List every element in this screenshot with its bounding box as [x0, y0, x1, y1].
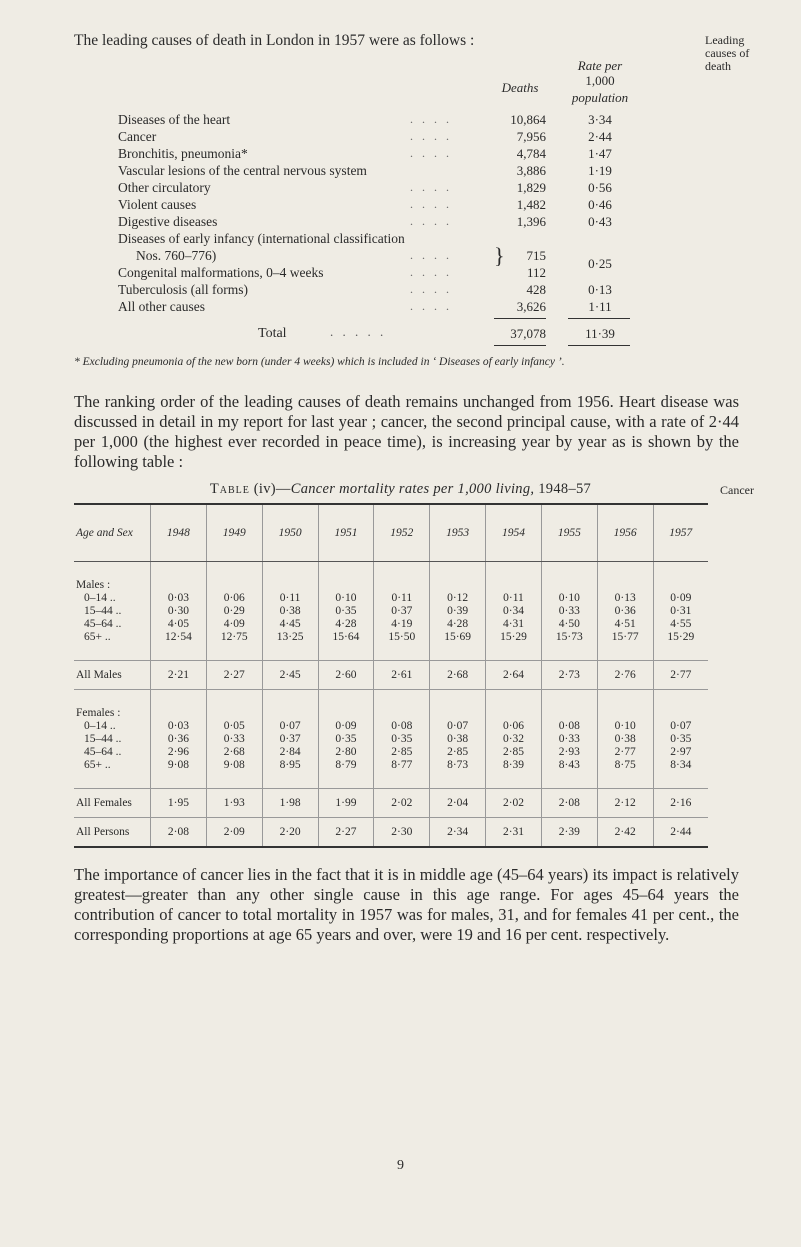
leader-dots: . . . . — [410, 112, 452, 126]
blank-cell — [653, 706, 708, 719]
rate-cell: 0·11 — [486, 591, 542, 604]
rate-cell: 0·07 — [653, 719, 708, 732]
rate-cell: 2·64 — [486, 660, 542, 689]
cause-rate: 0·46 — [588, 197, 612, 212]
blank-cell — [262, 706, 318, 719]
rate-cell: 1·93 — [206, 788, 262, 817]
cause-row-2 — [118, 146, 248, 162]
rate-cell: 0·09 — [318, 719, 374, 732]
header-age-sex: Age and Sex — [74, 505, 151, 562]
rate-cell: 0·08 — [541, 719, 597, 732]
rate-cell: 0·29 — [206, 604, 262, 617]
rate-cell: 2·30 — [374, 817, 430, 846]
blank-cell — [430, 578, 486, 591]
cause-row-11 — [118, 299, 205, 315]
blank-cell — [653, 772, 708, 789]
table-bottom-rule — [74, 846, 708, 848]
row-label: All Females — [74, 788, 151, 817]
margin-note-leading: Leading causes of death — [705, 33, 750, 73]
blank-cell — [430, 644, 486, 661]
rate-cell: 2·08 — [541, 788, 597, 817]
blank-cell — [318, 706, 374, 719]
cause-row-5 — [118, 197, 196, 213]
rate-cell: 2·44 — [653, 817, 708, 846]
females-label-row — [74, 706, 708, 719]
blank-cell — [206, 578, 262, 591]
rate-cell: 2·02 — [486, 788, 542, 817]
table-header-row — [74, 505, 708, 562]
blank-cell — [374, 644, 430, 661]
table-title-caption: Cancer mortality rates per 1,000 living, — [290, 481, 535, 497]
rate-cell: 15·29 — [486, 631, 542, 644]
rate-cell: 15·50 — [374, 631, 430, 644]
blank-cell — [262, 578, 318, 591]
cause-label: Bronchitis, pneumonia* — [118, 146, 248, 161]
rate-cell: 2·93 — [541, 746, 597, 759]
blank-cell — [653, 644, 708, 661]
cause-rate: 3·34 — [588, 112, 612, 127]
rate-cell: 15·77 — [597, 631, 653, 644]
blank-cell — [597, 689, 653, 706]
blank-cell — [541, 706, 597, 719]
paragraph-importance: The importance of cancer lies in the fact that it is in middle age (45–64 years) its impact is relatively greatest—greater than any other single cause in this age range. For ages 45–64 years the contribution of cancer to total mortality in 1957 was for males, 31, and for females 41 per cent., the corresponding proportions at age 65 years and over, were 19 and 16 per cent. respectively. — [74, 865, 739, 944]
spacer-row — [74, 772, 708, 789]
blank-cell — [151, 689, 207, 706]
blank-cell — [74, 772, 151, 789]
rate-cell: 4·05 — [151, 618, 207, 631]
blank-cell — [318, 562, 374, 579]
blank-cell — [486, 706, 542, 719]
cause-label: All other causes — [118, 299, 205, 314]
rate-cell: 2·96 — [151, 746, 207, 759]
blank-cell — [541, 578, 597, 591]
rate-cell: 2·60 — [318, 660, 374, 689]
rate-cell: 2·61 — [374, 660, 430, 689]
blank-cell — [486, 578, 542, 591]
rate-cell: 4·28 — [430, 618, 486, 631]
spacer-row — [74, 562, 708, 579]
blank-cell — [74, 689, 151, 706]
rate-cell: 2·04 — [430, 788, 486, 817]
blank-cell — [151, 644, 207, 661]
blank-cell — [430, 562, 486, 579]
spacer-row — [74, 644, 708, 661]
cause-deaths: 715 — [526, 248, 546, 263]
cause-label: Nos. 760–776) — [136, 248, 217, 263]
cause-deaths: 7,956 — [516, 129, 546, 144]
blank-cell — [151, 706, 207, 719]
blank-cell — [262, 644, 318, 661]
rate-cell: 0·13 — [597, 591, 653, 604]
rate-cell: 2·85 — [374, 746, 430, 759]
total-deaths: 37,078 — [510, 326, 546, 341]
cause-label: Vascular lesions of the central nervous system — [118, 163, 367, 178]
cause-row-7 — [118, 231, 405, 247]
col-rate-line2: 1,000 — [585, 73, 615, 88]
blank-cell — [597, 578, 653, 591]
rate-cell: 15·64 — [318, 631, 374, 644]
total-rule-rate — [568, 318, 630, 319]
cause-rate: 1·11 — [588, 299, 612, 314]
cause-label: Violent causes — [118, 197, 197, 212]
blank-cell — [541, 644, 597, 661]
males-label-row — [74, 578, 708, 591]
blank-cell — [597, 644, 653, 661]
rate-cell: 4·09 — [206, 618, 262, 631]
rate-cell: 8·73 — [430, 759, 486, 772]
blank-cell — [206, 689, 262, 706]
leader-dots: . . . . — [410, 180, 452, 194]
cause-row-8 — [136, 248, 216, 264]
row-label: All Males — [74, 660, 151, 689]
rate-cell: 2·42 — [597, 817, 653, 846]
cause-deaths: 3,886 — [516, 163, 546, 178]
total-under-rate — [568, 345, 630, 346]
cause-label: Tuberculosis (all forms) — [118, 282, 248, 297]
cause-row-4 — [118, 180, 211, 196]
rate-cell: 9·08 — [206, 759, 262, 772]
row-label: 15–44 .. — [84, 732, 122, 745]
blank-cell — [374, 706, 430, 719]
blank-cell — [206, 644, 262, 661]
rate-cell: 0·36 — [151, 732, 207, 745]
total-label: Total — [258, 326, 287, 341]
row-label: 0–14 .. — [84, 591, 116, 604]
blank-cell — [541, 562, 597, 579]
blank-cell — [486, 562, 542, 579]
rate-cell: 2·68 — [206, 746, 262, 759]
rate-cell: 4·28 — [318, 618, 374, 631]
header-year: 1953 — [430, 505, 486, 562]
col-rate-line3: population — [571, 90, 629, 105]
total-rule-deaths — [494, 318, 546, 319]
rate-cell: 15·73 — [541, 631, 597, 644]
rate-cell: 8·79 — [318, 759, 374, 772]
cause-label: Congenital malformations, 0–4 weeks — [118, 265, 324, 280]
cause-label: Diseases of early infancy (international classification — [118, 231, 405, 246]
blank-cell — [597, 772, 653, 789]
rate-cell: 0·38 — [597, 732, 653, 745]
table-title-number: (iv)— — [253, 481, 291, 497]
cause-row-10 — [118, 282, 248, 298]
rate-cell: 4·50 — [541, 618, 597, 631]
row-label: 65+ .. — [84, 631, 111, 644]
rate-cell: 0·03 — [151, 719, 207, 732]
cause-rate: 0·43 — [588, 214, 612, 229]
cause-row-6 — [118, 214, 217, 230]
brace-mark: } — [494, 243, 505, 268]
rate-cell: 8·75 — [597, 759, 653, 772]
rate-cell: 0·09 — [653, 591, 708, 604]
blank-cell — [374, 772, 430, 789]
rate-cell: 0·30 — [151, 604, 207, 617]
rate-cell: 2·39 — [541, 817, 597, 846]
header-year: 1950 — [262, 505, 318, 562]
rate-cell: 8·43 — [541, 759, 597, 772]
rate-cell: 2·27 — [206, 660, 262, 689]
blank-cell — [374, 578, 430, 591]
rate-cell: 0·07 — [430, 719, 486, 732]
total-under-deaths — [494, 345, 546, 346]
blank-cell — [151, 772, 207, 789]
leader-dots: . . . . — [410, 129, 452, 143]
blank-cell — [206, 772, 262, 789]
cause-label: Digestive diseases — [118, 214, 218, 229]
blank-cell — [151, 562, 207, 579]
cause-deaths: 4,784 — [516, 146, 546, 161]
rate-cell: 2·77 — [597, 746, 653, 759]
blank-cell — [318, 644, 374, 661]
blank-cell — [541, 772, 597, 789]
blank-cell — [486, 644, 542, 661]
rate-cell: 8·77 — [374, 759, 430, 772]
cause-rate: 1·19 — [588, 163, 612, 178]
cause-rate: 1·47 — [588, 146, 612, 161]
rate-cell: 15·69 — [430, 631, 486, 644]
table-row — [74, 604, 708, 617]
cause-deaths: 112 — [526, 265, 546, 280]
rate-cell: 4·45 — [262, 618, 318, 631]
blank-cell — [541, 689, 597, 706]
cause-deaths: 428 — [526, 282, 546, 297]
rate-cell: 0·38 — [262, 604, 318, 617]
group-label: Males : — [76, 578, 111, 591]
blank-cell — [262, 689, 318, 706]
rate-cell: 2·84 — [262, 746, 318, 759]
rate-cell: 2·08 — [151, 817, 207, 846]
table-title-years: 1948–57 — [538, 481, 592, 497]
rate-cell: 0·32 — [486, 732, 542, 745]
intro-line: The leading causes of death in London in 1957 were as follows : — [74, 32, 475, 49]
all-persons-row — [74, 817, 708, 846]
blank-cell — [74, 562, 151, 579]
cause-row-9 — [118, 265, 323, 281]
header-year: 1952 — [374, 505, 430, 562]
rate-cell: 0·05 — [206, 719, 262, 732]
rate-cell: 0·36 — [597, 604, 653, 617]
rate-cell: 0·10 — [597, 719, 653, 732]
table-row — [74, 618, 708, 631]
rate-cell: 0·06 — [486, 719, 542, 732]
rate-cell: 2·12 — [597, 788, 653, 817]
leader-dots: . . . . — [410, 265, 452, 279]
table-row — [74, 719, 708, 732]
leader-dots: . . . . — [410, 197, 452, 211]
rate-cell: 2·68 — [430, 660, 486, 689]
rate-cell: 0·37 — [374, 604, 430, 617]
rate-cell: 9·08 — [151, 759, 207, 772]
header-year: 1948 — [151, 505, 207, 562]
rate-cell: 0·39 — [430, 604, 486, 617]
rate-cell: 0·33 — [541, 604, 597, 617]
cause-deaths: 1,396 — [516, 214, 546, 229]
paragraph-ranking: The ranking order of the leading causes of death remains unchanged from 1956. Heart disease was discussed in detail in my report for last year ; cancer, the second principal cause, with a rate of 2·44 per 1,000 (the highest ever recorded in peace time), is increasing year by year as is shown by the following table : — [74, 392, 739, 471]
cancer-rates-table — [74, 505, 708, 846]
rate-cell: 1·98 — [262, 788, 318, 817]
blank-cell — [74, 644, 151, 661]
header-year: 1954 — [486, 505, 542, 562]
rate-cell: 2·27 — [318, 817, 374, 846]
group-label: Females : — [76, 706, 121, 719]
blank-cell — [318, 578, 374, 591]
cause-label: Diseases of the heart — [118, 112, 231, 127]
all-males-row — [74, 660, 708, 689]
blank-cell — [374, 689, 430, 706]
rate-cell: 15·29 — [653, 631, 708, 644]
rate-cell: 2·02 — [374, 788, 430, 817]
rate-cell: 0·37 — [262, 732, 318, 745]
rate-cell: 0·35 — [318, 732, 374, 745]
cause-deaths: 1,482 — [516, 197, 546, 212]
leader-dots: . . . . — [410, 282, 452, 296]
rate-cell: 0·35 — [653, 732, 708, 745]
table-row — [74, 746, 708, 759]
blank-cell — [430, 772, 486, 789]
rate-cell: 0·07 — [262, 719, 318, 732]
rate-cell: 2·16 — [653, 788, 708, 817]
cause-row-1 — [118, 129, 156, 145]
rate-cell: 2·31 — [486, 817, 542, 846]
header-year: 1956 — [597, 505, 653, 562]
blank-cell — [486, 772, 542, 789]
rate-cell: 2·77 — [653, 660, 708, 689]
rate-cell: 1·95 — [151, 788, 207, 817]
cause-deaths: 10,864 — [510, 112, 546, 127]
rate-cell: 0·33 — [206, 732, 262, 745]
leader-dots: . . . . — [410, 146, 452, 160]
rate-cell: 0·33 — [541, 732, 597, 745]
rate-cell: 0·31 — [653, 604, 708, 617]
row-label: 45–64 .. — [84, 618, 122, 631]
rate-cell: 4·31 — [486, 618, 542, 631]
leader-dots: . . . . — [410, 248, 452, 262]
margin-note-cancer: Cancer — [720, 483, 754, 497]
header-year: 1957 — [653, 505, 708, 562]
col-deaths: Deaths — [501, 80, 539, 95]
header-year: 1949 — [206, 505, 262, 562]
brace-rate: 0·25 — [588, 256, 612, 271]
table-title-label: Table — [209, 481, 250, 497]
spacer-row — [74, 689, 708, 706]
rate-cell: 2·97 — [653, 746, 708, 759]
blank-cell — [430, 706, 486, 719]
blank-cell — [653, 578, 708, 591]
cause-row-3 — [118, 163, 367, 179]
blank-cell — [151, 578, 207, 591]
rate-cell: 4·19 — [374, 618, 430, 631]
cause-deaths: 1,829 — [516, 180, 546, 195]
table-title — [0, 481, 801, 498]
footnote: * Excluding pneumonia of the new born (under 4 weeks) which is included in ‘ Diseases of early infancy ’. — [74, 356, 565, 368]
blank-cell — [430, 689, 486, 706]
rate-cell: 0·12 — [430, 591, 486, 604]
rate-cell: 0·38 — [430, 732, 486, 745]
table-row — [74, 759, 708, 772]
rate-cell: 1·99 — [318, 788, 374, 817]
rate-cell: 2·76 — [597, 660, 653, 689]
table-row — [74, 732, 708, 745]
leader-dots: . . . . — [410, 299, 452, 313]
cause-rate: 0·56 — [588, 180, 612, 195]
row-label: 45–64 .. — [84, 746, 122, 759]
rate-cell: 12·54 — [151, 631, 207, 644]
blank-cell — [206, 706, 262, 719]
rate-cell: 2·73 — [541, 660, 597, 689]
row-label: 0–14 .. — [84, 719, 116, 732]
rate-cell: 2·34 — [430, 817, 486, 846]
rate-cell: 2·21 — [151, 660, 207, 689]
rate-cell: 2·20 — [262, 817, 318, 846]
rate-cell: 2·45 — [262, 660, 318, 689]
rate-cell: 0·06 — [206, 591, 262, 604]
rate-cell: 0·35 — [318, 604, 374, 617]
blank-cell — [374, 562, 430, 579]
cause-rate: 0·13 — [588, 282, 612, 297]
row-label: All Persons — [74, 817, 151, 846]
rate-cell: 13·25 — [262, 631, 318, 644]
blank-cell — [597, 562, 653, 579]
cause-label: Cancer — [118, 129, 157, 144]
rate-cell: 8·95 — [262, 759, 318, 772]
table-row — [74, 631, 708, 644]
blank-cell — [653, 689, 708, 706]
table-row — [74, 591, 708, 604]
all-females-row — [74, 788, 708, 817]
header-year: 1951 — [318, 505, 374, 562]
cause-rate: 2·44 — [588, 129, 612, 144]
col-rate-line1: Rate per — [577, 58, 623, 73]
blank-cell — [318, 689, 374, 706]
rate-cell: 8·34 — [653, 759, 708, 772]
blank-cell — [597, 706, 653, 719]
cause-label: Other circulatory — [118, 180, 211, 195]
rate-cell: 2·85 — [486, 746, 542, 759]
rate-cell: 0·03 — [151, 591, 207, 604]
blank-cell — [262, 562, 318, 579]
rate-cell: 2·80 — [318, 746, 374, 759]
rate-cell: 0·10 — [541, 591, 597, 604]
rate-cell: 4·55 — [653, 618, 708, 631]
rate-cell: 0·11 — [374, 591, 430, 604]
rate-cell: 0·34 — [486, 604, 542, 617]
row-label: 65+ .. — [84, 759, 111, 772]
page-number: 9 — [397, 1158, 404, 1173]
rate-cell: 2·09 — [206, 817, 262, 846]
leader-dots: . . . . — [410, 214, 452, 228]
rate-cell: 2·85 — [430, 746, 486, 759]
rate-cell: 0·35 — [374, 732, 430, 745]
rate-cell: 0·11 — [262, 591, 318, 604]
blank-cell — [318, 772, 374, 789]
blank-cell — [206, 562, 262, 579]
blank-cell — [653, 562, 708, 579]
rate-cell: 4·51 — [597, 618, 653, 631]
total-dots: . . . . . — [330, 324, 387, 339]
rate-cell: 12·75 — [206, 631, 262, 644]
rate-cell: 8·39 — [486, 759, 542, 772]
row-label: 15–44 .. — [84, 604, 122, 617]
cause-deaths: 3,626 — [516, 299, 546, 314]
total-rate: 11·39 — [585, 326, 615, 341]
rate-cell: 0·08 — [374, 719, 430, 732]
blank-cell — [486, 689, 542, 706]
header-year: 1955 — [541, 505, 597, 562]
rate-cell: 0·10 — [318, 591, 374, 604]
blank-cell — [262, 772, 318, 789]
cause-row-0 — [118, 112, 230, 128]
